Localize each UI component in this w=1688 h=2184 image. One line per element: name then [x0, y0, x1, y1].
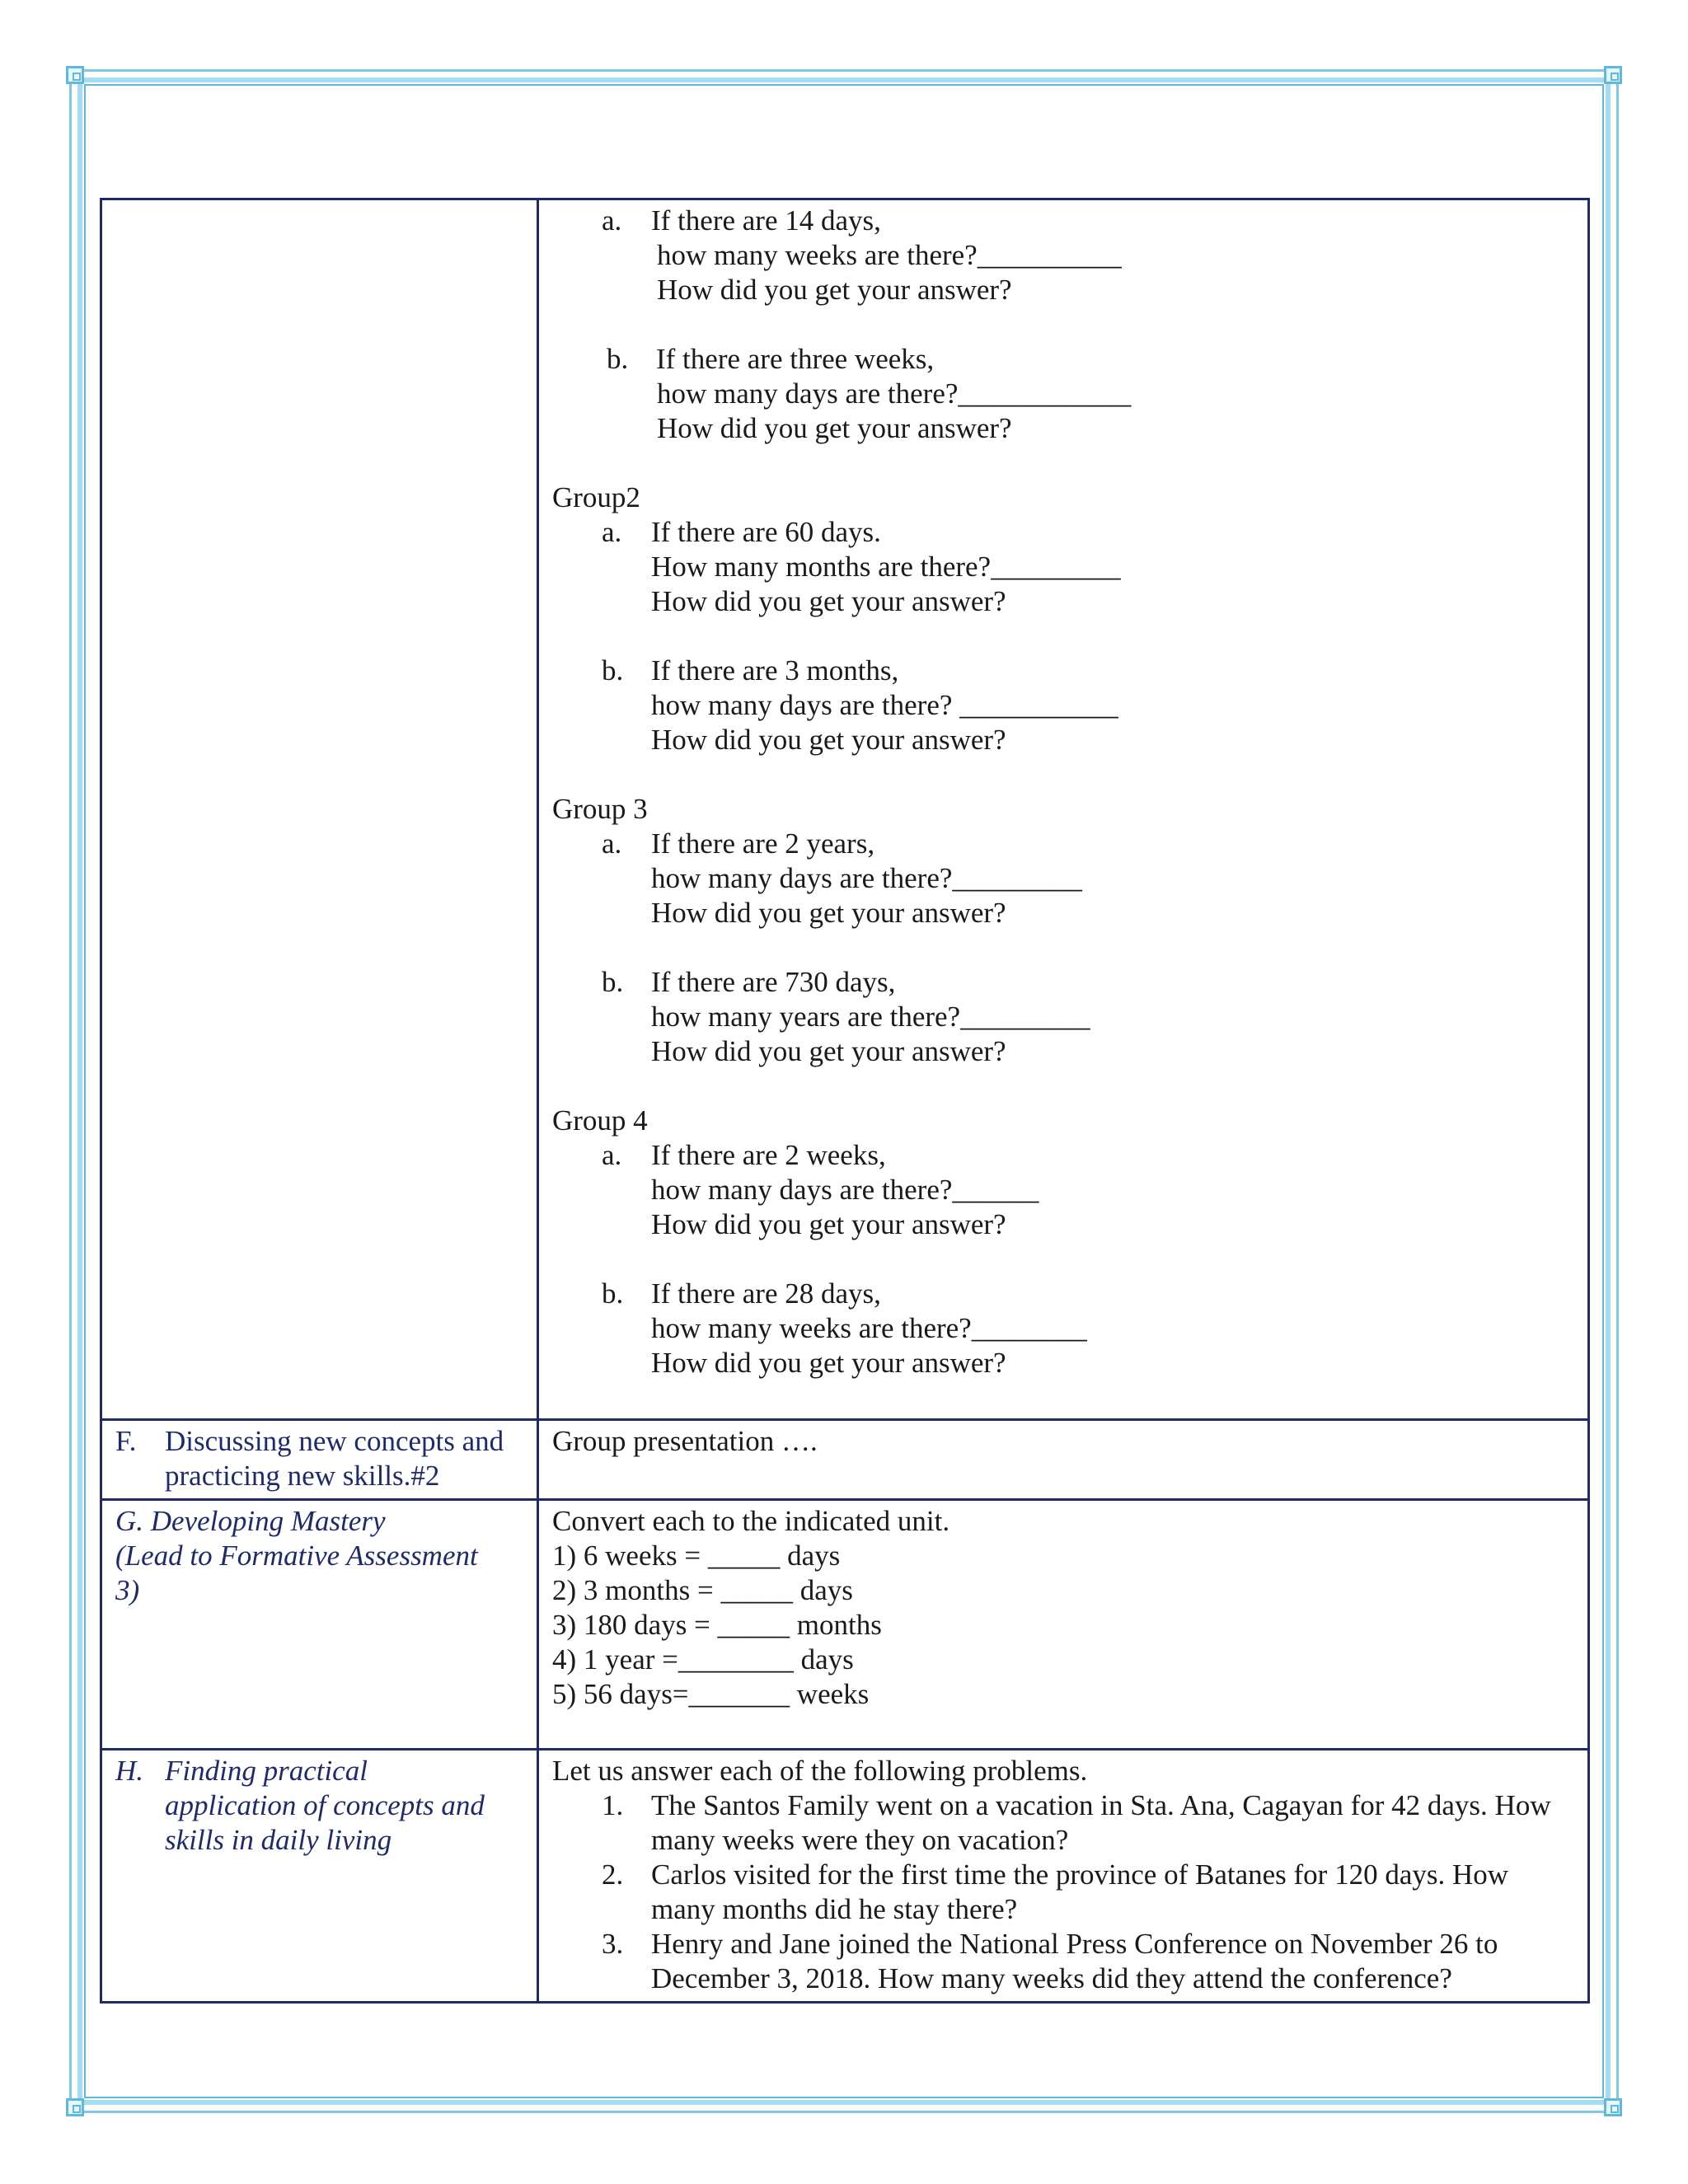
group1-question-a: a. If there are 14 days, how many weeks are there?__________ How did you get your answer?	[602, 204, 1122, 306]
left-cell-empty	[101, 199, 538, 1420]
problem-item: 2. Carlos visited for the first time the province of Batanes for 120 days. How many months did he stay there?	[602, 1858, 1509, 1925]
conversion-item: 5) 56 days=_______ weeks	[552, 1678, 870, 1710]
section-f-content: Group presentation ….	[538, 1420, 1589, 1500]
section-h-instruction: Let us answer each of the following problems.	[552, 1755, 1088, 1787]
section-g-instruction: Convert each to the indicated unit.	[552, 1505, 950, 1537]
group2-heading: Group2	[552, 481, 640, 513]
group4-question-a: a. If there are 2 weeks, how many days are there?______ How did you get your answer?	[602, 1139, 1039, 1240]
conversion-item: 3) 180 days = _____ months	[552, 1609, 882, 1641]
problem-item: 3. Henry and Jane joined the National Press Conference on November 26 to December 3, 2018. How many weeks did they attend the conference?	[602, 1928, 1498, 1994]
group3-question-b: b. If there are 730 days, how many years are there?_________ How did you get your answer?	[602, 966, 1090, 1067]
section-g-label: G. Developing Mastery (Lead to Formative Assessment 3)	[101, 1500, 538, 1750]
group2-question-a: a. If there are 60 days. How many months are there?_________ How did you get your answer?	[602, 516, 1121, 617]
section-h-content	[538, 1750, 1589, 2003]
lesson-plan-table	[100, 198, 1590, 2004]
group3-question-a: a. If there are 2 years, how many days are there?_________ How did you get your answer?	[602, 827, 1082, 929]
table-row-section-g	[101, 1500, 1589, 1750]
corner-ornament	[1604, 2098, 1622, 2116]
corner-ornament	[66, 2098, 84, 2116]
group-activity-cell	[538, 199, 1589, 1420]
section-h-label: H. Finding practical application of concepts and skills in daily living	[101, 1750, 538, 2003]
table-row-section-f	[101, 1420, 1589, 1500]
group1-question-b: b. If there are three weeks, how many days are there?____________ How did you get your answer?	[607, 343, 1132, 444]
corner-ornament	[1604, 66, 1622, 84]
group4-heading: Group 4	[552, 1104, 648, 1137]
group2-question-b: b. If there are 3 months, how many days are there? ___________ How did you get your answer?	[602, 654, 1118, 756]
group4-question-b: b. If there are 28 days, how many weeks are there?________ How did you get your answer?	[602, 1277, 1087, 1379]
section-g-content	[538, 1500, 1589, 1750]
corner-ornament	[66, 66, 84, 84]
conversion-item: 4) 1 year =________ days	[552, 1643, 854, 1675]
conversion-item: 1) 6 weeks = _____ days	[552, 1540, 841, 1572]
section-f-label: F. Discussing new concepts and practicing new skills.#2	[101, 1420, 538, 1500]
table-row-section-h	[101, 1750, 1589, 2003]
problem-item: 1. The Santos Family went on a vacation in Sta. Ana, Cagayan for 42 days. How many weeks were they on vacation?	[602, 1789, 1551, 1856]
conversion-item: 2) 3 months = _____ days	[552, 1574, 853, 1606]
group3-heading: Group 3	[552, 793, 648, 825]
table-row-group-activity	[101, 199, 1589, 1420]
